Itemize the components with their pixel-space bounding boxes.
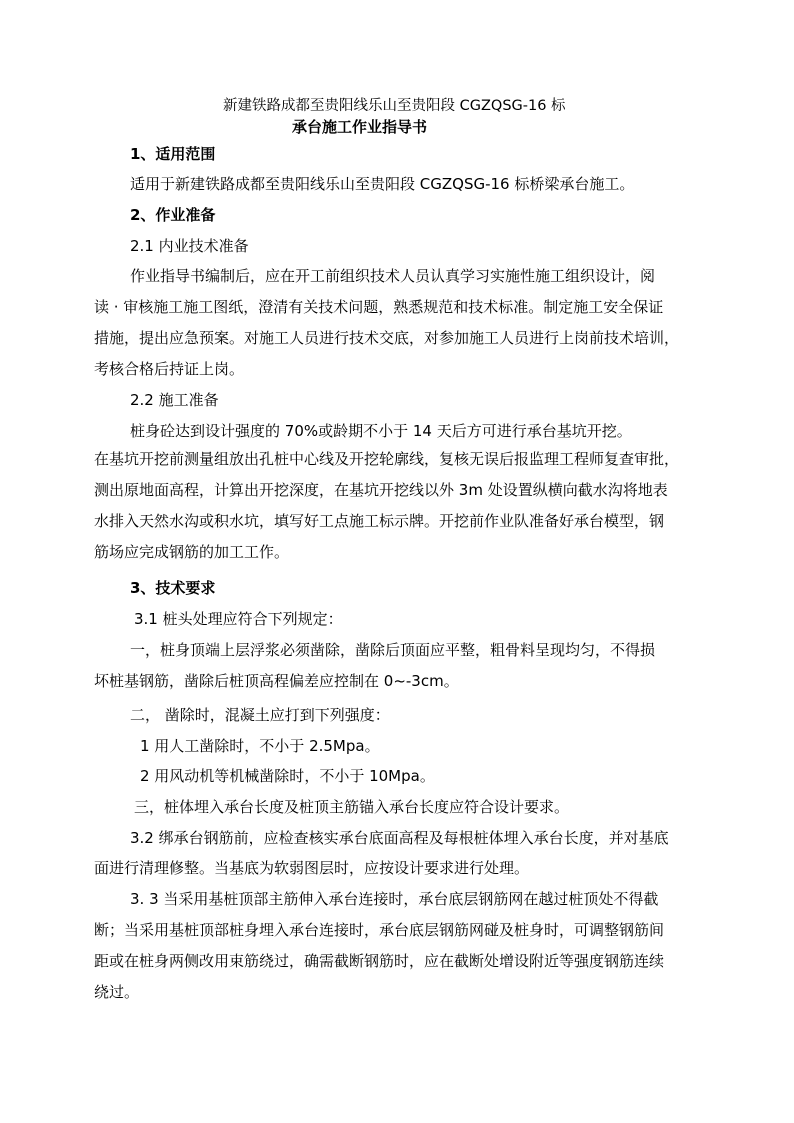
section-1-text: 适用于新建铁路成都至贵阳线乐山至贵阳段 CGZQSG-16 标桥梁承台施工。 xyxy=(130,175,635,193)
paragraph-line: 三，桩体埋入承台长度及桩顶主筋锚入承台长度应符合设计要求。 xyxy=(134,798,570,816)
paragraph-line: 断；当采用基桩顶部桩身埋入承台连接时，承台底层钢筋网碰及桩身时，可调整钢筋间 xyxy=(94,921,665,939)
paragraph-line: 测出原地面高程，计算出开挖深度，在基坑开挖线以外 3m 处设置纵横向截水沟将地表 xyxy=(94,481,668,499)
paragraph-line: 1 用人工凿除时，不小于 2.5Mpa。 xyxy=(140,737,380,755)
paragraph-line: 距或在桩身两侧改用束筋绕过，确需截断钢筋时，应在截断处增设附近等强度钢筋连续 xyxy=(94,952,665,970)
paragraph-line: 水排入天然水沟或积水坑，填写好工点施工标示牌。开挖前作业队准备好承台模型，钢 xyxy=(94,512,665,530)
section-2-heading: 2、作业准备 xyxy=(130,206,216,224)
paragraph-line: 3. 3 当采用基桩顶部主筋伸入承台连接时，承台底层钢筋网在越过桩顶处不得截 xyxy=(130,890,659,908)
paragraph-line: 3.2 绑承台钢筋前，应检查核实承台底面高程及每根桩体埋入承台长度，并对基底 xyxy=(130,829,669,847)
section-2-1-heading: 2.1 内业技术准备 xyxy=(130,237,249,255)
paragraph-line: 考核合格后持证上岗。 xyxy=(94,360,245,378)
paragraph-line: 3.1 桩头处理应符合下列规定： xyxy=(134,610,343,628)
paragraph-line: 在基坑开挖前测量组放出孔桩中心线及开挖轮廓线，复核无误后报监理工程师复查审批， xyxy=(94,450,680,468)
section-2-2-heading: 2.2 施工准备 xyxy=(130,391,219,409)
paragraph-line: 筋场应完成钢筋的加工工作。 xyxy=(94,543,290,561)
document-title: 承台施工作业指导书 xyxy=(292,118,428,136)
section-1-heading: 1、适用范围 xyxy=(130,145,216,163)
paragraph-line: 作业指导书编制后，应在开工前组织技术人员认真学习实施性施工组织设计，阅 xyxy=(130,267,656,285)
paragraph-line: 桩身砼达到设计强度的 70%或龄期不小于 14 天后方可进行承台基坑开挖。 xyxy=(130,422,632,440)
paragraph-line: 坏桩基钢筋，凿除后桩顶高程偏差应控制在 0~-3cm。 xyxy=(94,672,459,690)
paragraph-line: 措施，提出应急预案。对施工人员进行技术交底，对参加施工人员进行上岗前技术培训， xyxy=(94,329,680,347)
section-3-heading: 3、技术要求 xyxy=(130,579,216,597)
title-line-1: 新建铁路成都至贵阳线乐山至贵阳段 CGZQSG-16 标 xyxy=(223,98,566,114)
paragraph-line: 读 · 审核施工施工图纸，澄清有关技术问题，熟悉规范和技术标准。制定施工安全保证 xyxy=(94,298,664,316)
paragraph-line: 一，桩身顶端上层浮浆必须凿除，凿除后顶面应平整，粗骨料呈现均匀，不得损 xyxy=(130,641,656,659)
paragraph-line: 绕过。 xyxy=(94,983,140,1001)
paragraph-line: 二， 凿除时，混凝土应打到下列强度： xyxy=(130,706,390,724)
paragraph-line: 面进行清理修整。当基底为软弱图层时，应按设计要求进行处理。 xyxy=(94,859,530,877)
paragraph-line: 2 用风动机等机械凿除时，不小于 10Mpa。 xyxy=(140,767,435,785)
